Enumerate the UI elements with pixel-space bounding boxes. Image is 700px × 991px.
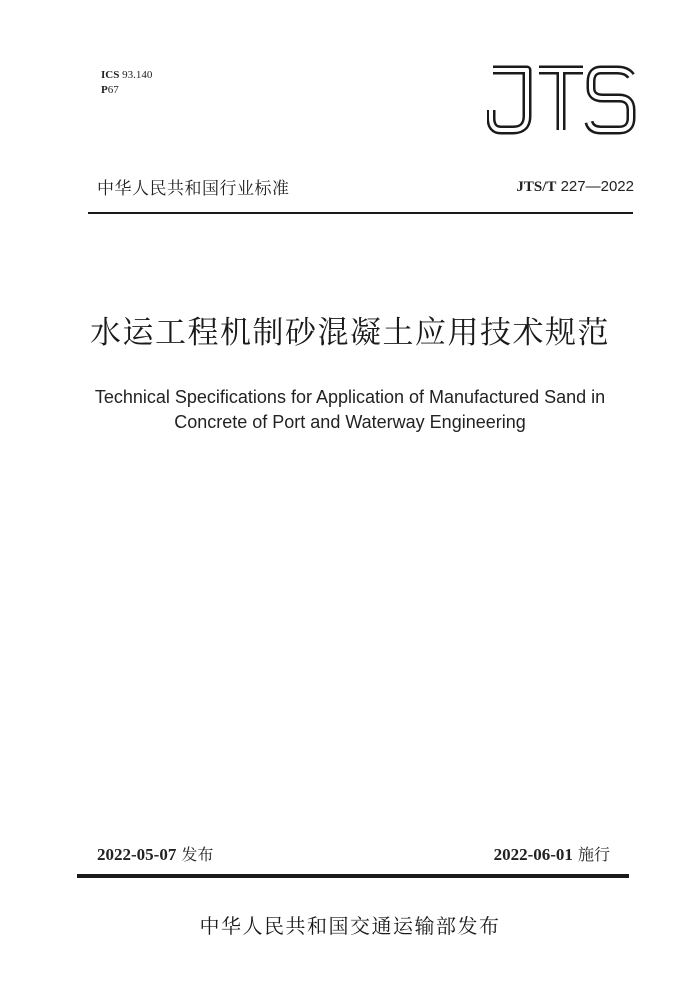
release-date-block [97,842,213,865]
standard-category: 中华人民共和国行业标准 [97,179,290,199]
ics-value: 93.140 [122,69,153,81]
ccs-line [101,83,152,98]
standard-number [516,178,634,196]
document-title-english [0,385,700,435]
release-label: 发布 [181,845,214,864]
ccs-value: 67 [107,84,119,96]
issuing-authority: 中华人民共和国交通运输部发布 [199,914,501,938]
document-title-chinese: 水运工程机制砂混凝土应用技术规范 [90,315,610,351]
jts-logo [487,64,637,136]
english-title-line-2: Concrete of Port and Waterway Engineering [174,412,526,432]
bottom-divider [77,874,629,878]
ics-code: ICS [101,69,120,81]
english-title-line-1: Technical Specifications for Application of Manufactured Sand in [94,387,606,407]
top-divider [88,212,633,214]
ccs-code: P [101,84,108,96]
standard-number-prefix: JTS/T [516,179,557,195]
effective-date-block [494,842,610,865]
effective-date: 2022-06-01 [493,845,573,864]
standard-number-value: 227—2022 [560,178,634,195]
ics-line [101,68,152,83]
effective-label: 施行 [577,845,610,864]
release-date: 2022-05-07 [97,845,177,864]
classification-codes [101,68,152,98]
